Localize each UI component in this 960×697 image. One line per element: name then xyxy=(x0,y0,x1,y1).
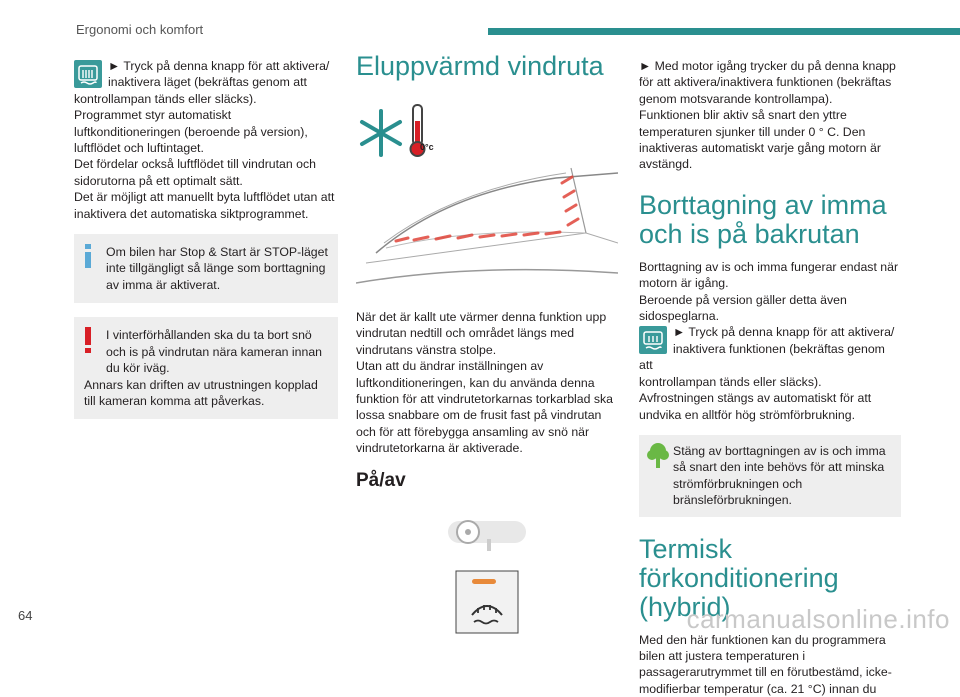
rear-demist-line-1: ► Tryck på denna knapp för att aktivera/ xyxy=(673,325,895,340)
rear-demist-mirrors-note: Beroende på version gäller detta även sidospeglarna. xyxy=(639,292,847,324)
temperature-label: 0°c xyxy=(420,142,434,152)
info-note xyxy=(74,234,338,303)
paragraph-distribution: Det fördelar också luftflödet till vindrutan och sidorutorna på ett optimalt sätt. xyxy=(74,157,316,188)
info-icon xyxy=(84,244,98,268)
instruction-line-1: ► Tryck på denna knapp för att aktivera/ xyxy=(108,59,330,73)
rear-defrost-fan-icon xyxy=(74,60,102,88)
heated-windscreen-body: När det är kallt ute värmer denna funktion upp vindrutan nedtill och området längs med vindrutans vänstra stolpe. xyxy=(356,310,607,357)
column-2 xyxy=(356,52,618,639)
rear-demist-auto-off: Avfrostningen stängs av automatiskt för att undvika en alltför hög strömförbrukning. xyxy=(639,391,872,422)
tree-eco-icon xyxy=(647,441,669,473)
heated-windscreen-button-icon xyxy=(456,571,518,633)
eco-note xyxy=(639,435,901,517)
heated-windscreen-instruction: ► Med motor igång trycker du på denna knapp för att aktivera/inaktivera funktionen (bekräftas genom motsvarande kontrollampa). xyxy=(639,59,896,106)
paragraph-manual-change: Det är möjligt att manuellt byta luftflödet utan att inaktivera det automatiska siktprogrammet. xyxy=(74,190,335,221)
section-title-rear-demist: Borttagning av imma och is på bakrutan xyxy=(639,189,887,249)
rear-demist-line-2: inaktivera funktionen (bekräftas genom att xyxy=(639,341,885,373)
warning-note-text-1: I vinterförhållanden ska du ta bort snö och is på vindrutan nära kameran innan du kör iväg. xyxy=(106,328,323,376)
eco-note-text: Stäng av borttagningen av is och imma så snart den inte behövs för att minska strömförbrukningen och bränsleförbrukningen. xyxy=(673,443,886,508)
paragraph-program: Programmet styr automatiskt luftkonditioneringen (beroende på version), luftflödet och luftintaget. xyxy=(74,108,308,156)
page-number: 64 xyxy=(18,608,33,623)
watermark: carmanualsonline.info xyxy=(686,604,950,634)
heated-windscreen-activation: Funktionen blir aktiv så snart den yttre temperaturen sjunker till under 0 ° C. Den inaktiveras automatiskt varje gång motorn är avstängd. xyxy=(639,108,881,172)
info-note-text: Om bilen har Stop & Start är STOP-läget inte tillgängligt så länge som borttagning av imma är aktiverat. xyxy=(106,245,328,292)
onoff-illustration xyxy=(356,489,618,639)
rear-demist-engine-note: Borttagning av is och imma fungerar endast när motorn är igång. xyxy=(639,259,899,291)
snowflake-icon xyxy=(362,111,400,155)
column-1 xyxy=(74,58,338,419)
preconditioning-body: Med den här funktionen kan du programmera bilen att justera temperaturen i passagerarutrymmet till en förutbestämd, icke-modifierbar temperatur (ca. 21 °C) innan du xyxy=(639,632,892,696)
heated-windscreen-illustration xyxy=(356,93,618,293)
rear-window-demist-icon xyxy=(639,326,667,354)
rear-demist-instruction xyxy=(639,324,901,390)
section-title-preconditioning: Termisk förkonditionering (hybrid) xyxy=(639,533,839,622)
warning-note xyxy=(74,317,338,419)
header-accent-bar xyxy=(488,28,960,35)
running-header: Ergonomi och komfort xyxy=(76,22,204,37)
section-title-heated-windscreen: Eluppvärmd vindruta xyxy=(356,51,604,81)
instruction-line-3: kontrollampan tänds eller släcks). xyxy=(74,91,257,106)
column-3 xyxy=(639,58,901,697)
warning-exclamation-icon xyxy=(84,327,98,353)
rear-demist-line-3: kontrollampan tänds eller släcks). xyxy=(639,374,822,389)
heated-windscreen-body-2: Utan att du ändrar inställningen av luftkonditioneringen, kan du använda denna funktion för att vindrutetorkarnas torkarblad ska lossa snabbare om de frusit fast på vindrutan och för att förebygga ansamling av snö när vindrutetorkarna är aktiverade. xyxy=(356,359,613,456)
onoff-title: På/av xyxy=(356,469,406,491)
defog-instruction xyxy=(74,58,338,107)
steering-wheel-icon xyxy=(448,521,526,551)
warning-note-text-2: Annars kan driften av utrustningen kopplad till kameran komma att påverkas. xyxy=(84,377,318,408)
instruction-line-2: inaktivera läget (bekräftas genom att xyxy=(108,75,307,90)
